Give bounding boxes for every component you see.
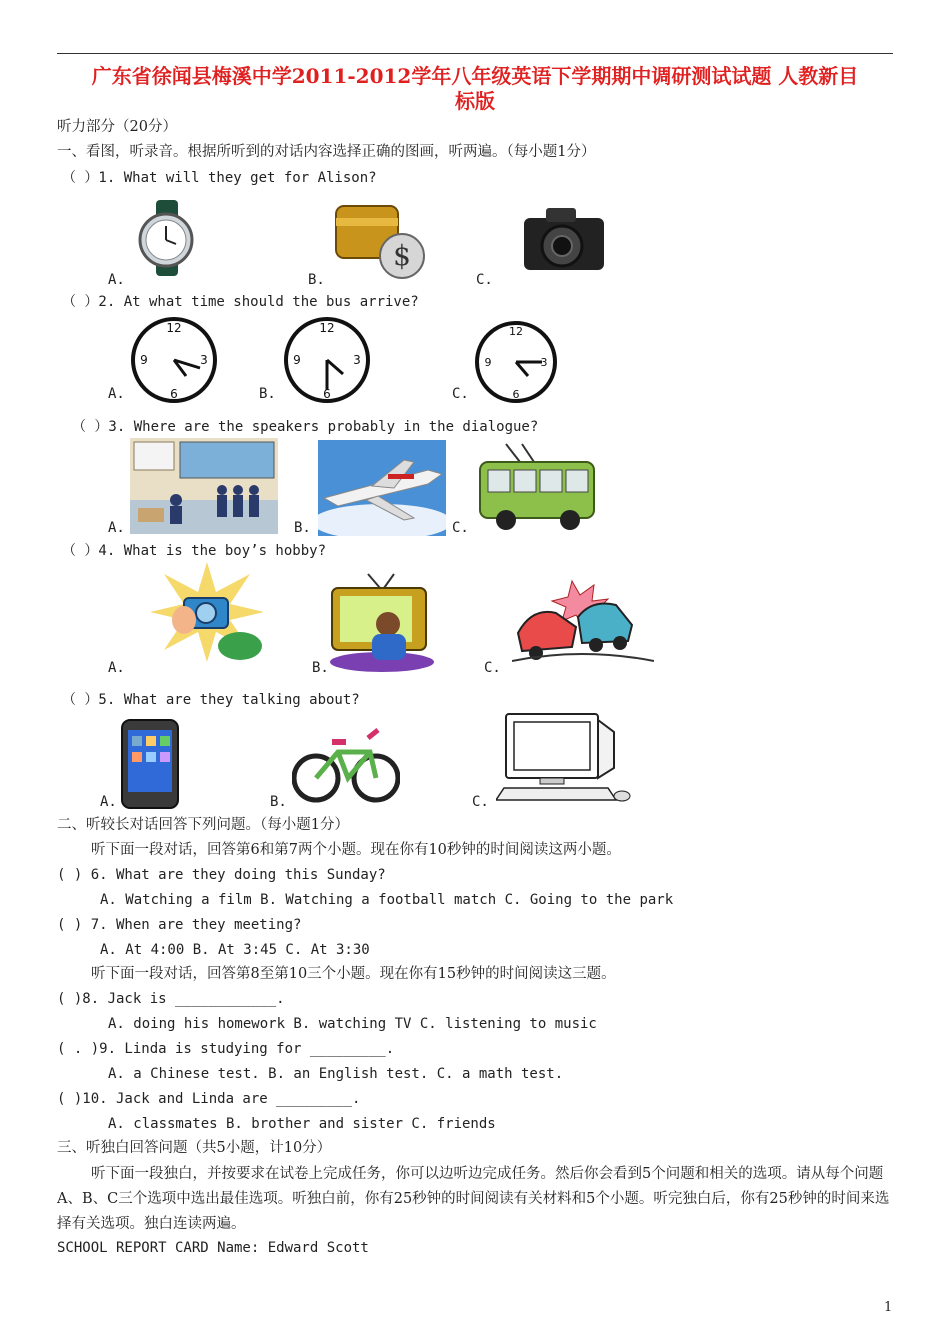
desktop-computer-icon	[496, 712, 632, 804]
photography-icon	[150, 562, 264, 662]
question-9-options: A. a Chinese test. B. an English test. C. a math test.	[108, 1066, 564, 1082]
document-title	[50, 64, 900, 114]
question-5: （ ）5. What are they talking about?	[62, 692, 360, 708]
clock-a-icon	[130, 316, 218, 404]
q2-option-b: B.	[259, 386, 276, 402]
q4-option-a: A.	[108, 660, 125, 676]
svg-text:3: 3	[353, 353, 361, 367]
svg-text:12: 12	[509, 325, 523, 338]
clock-b-icon	[283, 316, 371, 404]
q3-option-c: C.	[452, 520, 469, 536]
svg-text:9: 9	[484, 356, 492, 369]
mobile-phone-icon	[118, 718, 182, 810]
wallet-icon	[332, 198, 427, 280]
svg-text:3: 3	[540, 356, 548, 369]
q5-option-a: A.	[100, 794, 117, 810]
title-line-1: 广东省徐闻县梅溪中学2011-2012学年八年级英语下学期期中调研测试试题 人教新目	[91, 64, 859, 88]
watching-tv-icon	[328, 570, 434, 674]
q3-option-a: A.	[108, 520, 125, 536]
airplane-icon	[318, 440, 446, 536]
question-1: （ ）1. What will they get for Alison?	[62, 170, 377, 186]
report-card-line: SCHOOL REPORT CARD Name: Edward Scott	[57, 1240, 369, 1256]
svg-text:9: 9	[293, 353, 301, 367]
question-7: ( ) 7. When are they meeting?	[57, 917, 302, 933]
question-8-options: A. doing his homework B. watching TV C. listening to music	[108, 1016, 597, 1032]
camera-icon	[520, 200, 608, 274]
bicycle-icon	[292, 716, 400, 806]
question-10: ( )10. Jack and Linda are _________.	[57, 1091, 361, 1107]
section-3-paragraph: 听下面一段独白，并按要求在试卷上完成任务，你可以边听边完成任务。然后你会看到5个问题和相关的选项。请从每个问题A、B、C三个选项中选出最佳选项。听独白前，你有25秒钟的时间阅读有关材料和5个小题。听完独白后，你有25秒钟的时间来选择有关选项。独白连读两遍。	[57, 1166, 890, 1232]
q3-option-b: B.	[294, 520, 311, 536]
question-6: ( ) 6. What are they doing this Sunday?	[57, 867, 386, 883]
q5-option-c: C.	[472, 794, 489, 810]
svg-text:$: $	[393, 239, 411, 272]
svg-text:6: 6	[170, 387, 178, 401]
svg-text:9: 9	[140, 353, 148, 367]
watch-icon	[128, 198, 200, 278]
clock-c-icon	[474, 320, 558, 404]
q2-option-a: A.	[108, 386, 125, 402]
section-2-header: 二、听较长对话回答下列问题。（每小题1分）	[57, 817, 349, 833]
question-10-options: A. classmates B. brother and sister C. friends	[108, 1116, 496, 1132]
svg-text:6: 6	[512, 388, 520, 401]
car-crash-icon	[512, 577, 654, 665]
q4-option-b: B.	[312, 660, 329, 676]
q1-option-b: B.	[308, 272, 325, 288]
title-line-2: 标版	[455, 89, 495, 113]
q2-option-c: C.	[452, 386, 469, 402]
svg-text:6: 6	[323, 387, 331, 401]
q1-option-c: C.	[476, 272, 493, 288]
section-1-header: 一、看图，听录音。根据所听到的对话内容选择正确的图画，听两遍。（每小题1分）	[57, 144, 596, 160]
section-2-intro-1: 听下面一段对话，回答第6和第7两个小题。现在你有10秒钟的时间阅读这两小题。	[91, 842, 621, 858]
svg-text:3: 3	[200, 353, 208, 367]
q4-option-c: C.	[484, 660, 501, 676]
bus-icon	[476, 442, 598, 534]
question-7-options: A. At 4:00 B. At 3:45 C. At 3:30	[100, 942, 370, 958]
top-rule	[57, 53, 893, 54]
svg-text:12: 12	[319, 321, 335, 335]
question-8: ( )8. Jack is ____________.	[57, 991, 285, 1007]
q1-option-a: A.	[108, 272, 125, 288]
question-3: （ ）3. Where are the speakers probably in the dialogue?	[72, 419, 539, 435]
office-scene-icon	[130, 438, 278, 534]
listening-header: 听力部分（20分）	[57, 119, 177, 135]
question-4: （ ）4. What is the boy’s hobby?	[62, 543, 327, 559]
section-2-intro-2: 听下面一段对话，回答第8至第10三个小题。现在你有15秒钟的时间阅读这三题。	[91, 966, 616, 982]
page-number: 1	[884, 1300, 893, 1315]
q5-option-b: B.	[270, 794, 287, 810]
question-6-options: A. Watching a film B. Watching a football match C. Going to the park	[100, 892, 674, 908]
section-3-header: 三、听独白回答问题（共5小题，计10分）	[57, 1140, 332, 1156]
question-9: ( . )9. Linda is studying for _________.	[57, 1041, 395, 1057]
question-2: （ ）2. At what time should the bus arrive?	[62, 294, 419, 310]
svg-text:12: 12	[166, 321, 182, 335]
